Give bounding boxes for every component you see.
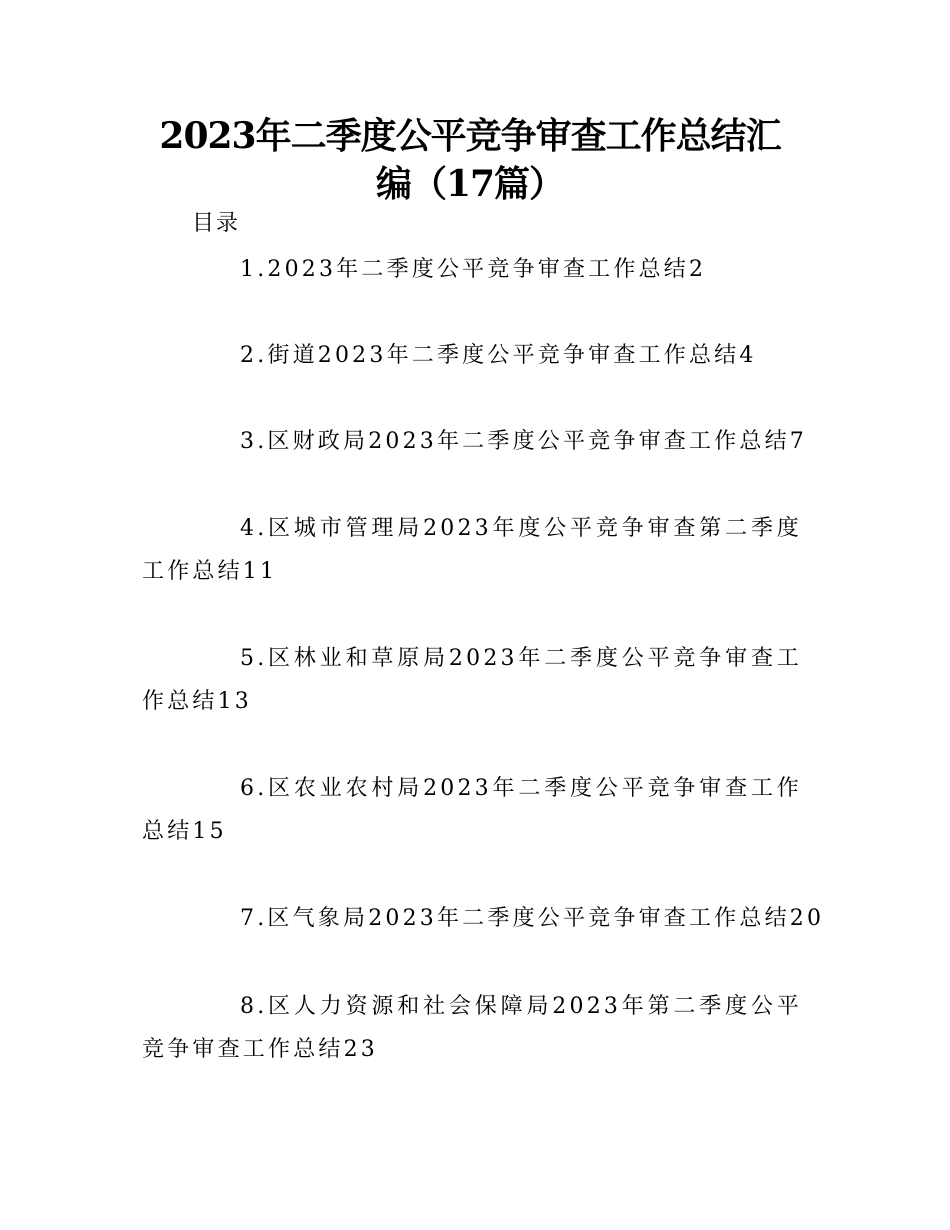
toc-item-4: 4.区城市管理局2023年度公平竞争审查第二季度工作总结11 <box>142 516 802 584</box>
toc-item-7: 7.区气象局2023年二季度公平竞争审查工作总结20 <box>240 906 825 931</box>
toc-item-5: 5.区林业和草原局2023年二季度公平竞争审查工作总结13 <box>142 646 802 714</box>
toc-item-3: 3.区财政局2023年二季度公平竞争审查工作总结7 <box>240 429 807 454</box>
document-title <box>140 112 800 208</box>
toc-item-1: 1.2023年二季度公平竞争审查工作总结2 <box>240 257 707 282</box>
toc-item-2: 2.街道2023年二季度公平竞争审查工作总结4 <box>240 343 757 368</box>
toc-heading: 目录 <box>192 211 241 236</box>
title-line-1: 2023年二季度公平竞争审查工作总结汇 <box>159 115 781 157</box>
title-line-2: 编（17篇） <box>375 163 565 205</box>
toc-item-8: 8.区人力资源和社会保障局2023年第二季度公平竞争审查工作总结23 <box>142 994 802 1062</box>
toc-item-6: 6.区农业农村局2023年二季度公平竞争审查工作总结15 <box>142 776 802 844</box>
